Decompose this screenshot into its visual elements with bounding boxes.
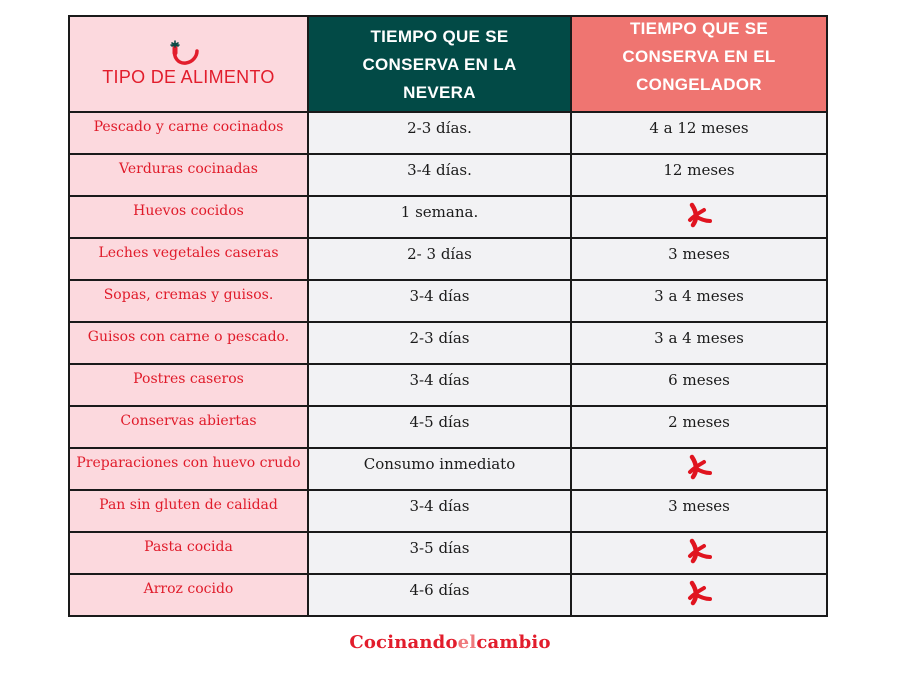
- fridge-time-cell: [308, 112, 571, 154]
- fridge-time-cell: [308, 574, 571, 616]
- food-type-cell: [69, 532, 308, 574]
- table-body: [69, 112, 827, 616]
- food-type-cell-text: Arroz cocido: [143, 581, 234, 597]
- cross-icon: [684, 538, 714, 564]
- freezer-time-cell-text: 3 meses: [668, 497, 730, 515]
- fridge-time-cell-text: 2-3 días: [409, 329, 470, 347]
- header-food-type: [69, 16, 308, 112]
- food-type-cell-text: Sopas, cremas y guisos.: [103, 287, 274, 303]
- header-row: [69, 16, 827, 112]
- table-row: [69, 154, 827, 196]
- food-type-cell: [69, 322, 308, 364]
- freezer-time-cell: [571, 364, 827, 406]
- food-type-cell-text: Huevos cocidos: [133, 203, 244, 219]
- table-row: [69, 532, 827, 574]
- cross-icon: [684, 454, 714, 480]
- freezer-time-cell: [571, 280, 827, 322]
- table-row: [69, 406, 827, 448]
- freezer-time-cell: [571, 154, 827, 196]
- freezer-time-cell-text: 3 meses: [668, 245, 730, 263]
- freezer-time-cell: [571, 532, 827, 574]
- header-food-type-label: TIPO DE ALIMENTO: [102, 67, 275, 87]
- fridge-time-cell-text: 3-4 días: [409, 371, 470, 389]
- food-storage-table: [68, 15, 828, 617]
- table-row: [69, 490, 827, 532]
- food-type-cell: [69, 280, 308, 322]
- cross-icon: [684, 202, 714, 228]
- freezer-time-cell: [571, 448, 827, 490]
- table-row: [69, 364, 827, 406]
- freezer-time-cell: [571, 322, 827, 364]
- fridge-time-cell: [308, 322, 571, 364]
- food-type-cell-text: Pasta cocida: [144, 539, 233, 555]
- food-type-cell: [69, 154, 308, 196]
- fridge-time-cell-text: Consumo inmediato: [363, 455, 516, 473]
- cross-icon: [684, 580, 714, 606]
- fridge-time-cell: [308, 406, 571, 448]
- fridge-time-cell-text: 3-5 días: [409, 539, 470, 557]
- fridge-time-cell: [308, 364, 571, 406]
- freezer-time-cell: [571, 490, 827, 532]
- table-row: [69, 112, 827, 154]
- fridge-time-cell-text: 3-4 días: [409, 497, 470, 515]
- table-row: [69, 238, 827, 280]
- fridge-time-cell-text: 3-4 días.: [407, 161, 472, 179]
- food-type-cell-text: Conservas abiertas: [120, 413, 257, 429]
- food-type-cell-text: Verduras cocinadas: [119, 161, 258, 177]
- food-type-cell-text: Pescado y carne cocinados: [93, 119, 284, 135]
- brand-logo: Cocinandoelcambio: [349, 632, 551, 653]
- freezer-time-cell-text: 6 meses: [668, 371, 730, 389]
- fridge-time-cell-text: 2- 3 días: [407, 245, 472, 263]
- header-freezer: [571, 16, 827, 112]
- food-type-cell-text: Pan sin gluten de calidad: [99, 497, 278, 513]
- food-type-cell-text: Postres caseros: [133, 371, 244, 387]
- food-type-cell-text: Guisos con carne o pescado.: [87, 329, 290, 345]
- fridge-time-cell: [308, 532, 571, 574]
- food-type-cell: [69, 112, 308, 154]
- table-row: [69, 322, 827, 364]
- freezer-time-cell-text: 12 meses: [663, 161, 735, 179]
- header-freezer-label: TIEMPO QUE SE CONSERVA EN EL CONGELADOR: [622, 19, 776, 94]
- freezer-time-cell-text: 4 a 12 meses: [649, 119, 749, 137]
- table-row: [69, 448, 827, 490]
- food-type-cell: [69, 490, 308, 532]
- food-type-cell: [69, 574, 308, 616]
- food-type-cell-text: Leches vegetales caseras: [98, 245, 279, 261]
- fridge-time-cell-text: 4-5 días: [409, 413, 470, 431]
- header-fridge: [308, 16, 571, 112]
- header-fridge-label: TIEMPO QUE SE CONSERVA EN LA NEVERA: [362, 27, 517, 102]
- freezer-time-cell: [571, 574, 827, 616]
- table-row: [69, 196, 827, 238]
- food-type-cell: [69, 406, 308, 448]
- table-row: [69, 574, 827, 616]
- freezer-time-cell-text: 3 a 4 meses: [654, 287, 744, 305]
- table-row: [69, 280, 827, 322]
- fridge-time-cell: [308, 280, 571, 322]
- freezer-time-cell-text: 2 meses: [668, 413, 730, 431]
- fridge-time-cell-text: 3-4 días: [409, 287, 470, 305]
- freezer-time-cell: [571, 112, 827, 154]
- freezer-time-cell-text: 3 a 4 meses: [654, 329, 744, 347]
- fridge-time-cell: [308, 490, 571, 532]
- freezer-time-cell: [571, 406, 827, 448]
- food-type-cell: [69, 196, 308, 238]
- fridge-time-cell-text: 2-3 días.: [407, 119, 472, 137]
- food-type-cell: [69, 364, 308, 406]
- fridge-time-cell-text: 4-6 días: [409, 581, 470, 599]
- fridge-time-cell: [308, 238, 571, 280]
- fridge-time-cell: [308, 154, 571, 196]
- freezer-time-cell: [571, 196, 827, 238]
- food-type-cell-text: Preparaciones con huevo crudo: [76, 455, 301, 471]
- fridge-time-cell: [308, 196, 571, 238]
- food-type-cell: [69, 448, 308, 490]
- freezer-time-cell: [571, 238, 827, 280]
- fridge-time-cell-text: 1 semana.: [400, 203, 479, 221]
- fridge-time-cell: [308, 448, 571, 490]
- food-type-cell: [69, 238, 308, 280]
